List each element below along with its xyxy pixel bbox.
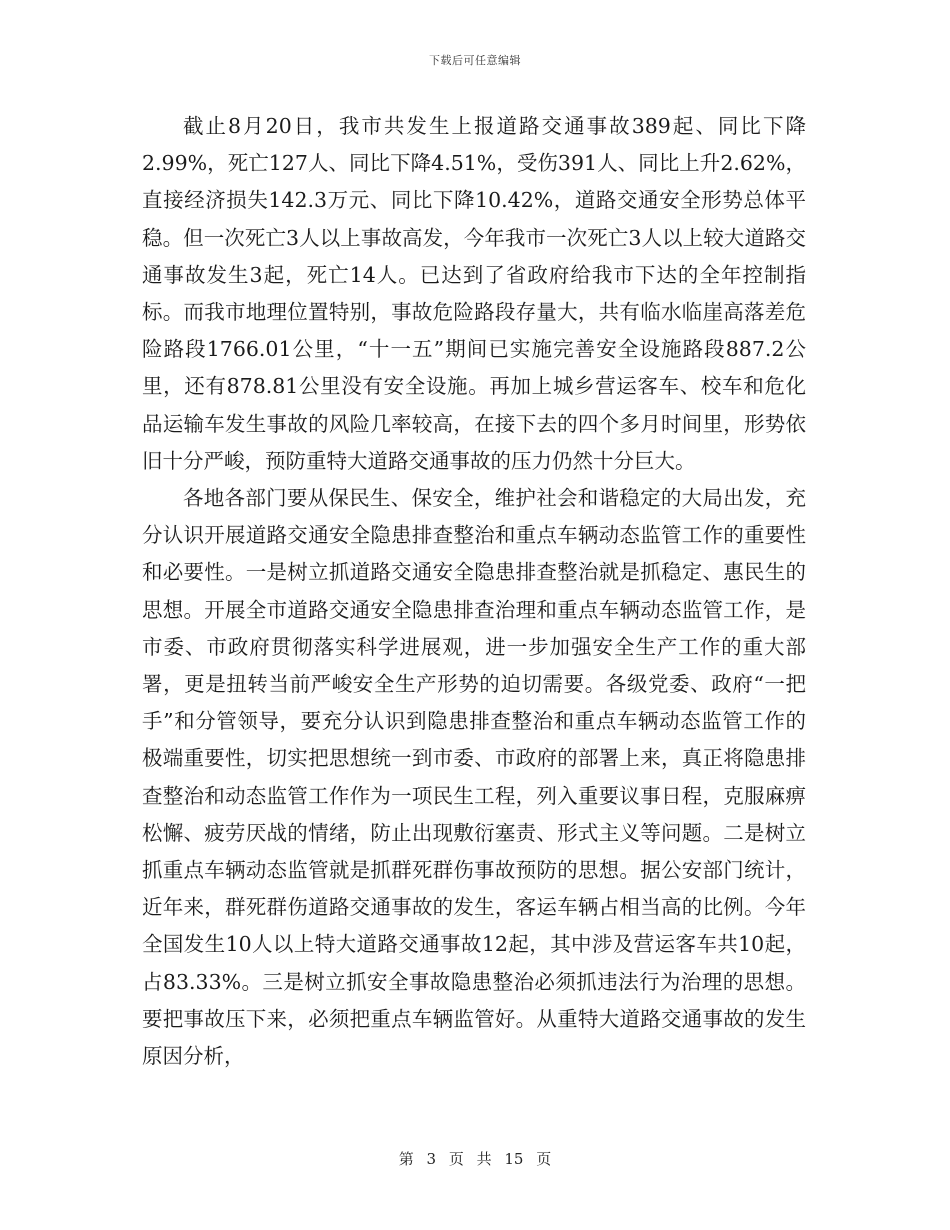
document-body: [142, 108, 806, 1075]
page-header-note: 下载后可任意编辑: [429, 54, 521, 67]
page-number: 第 3 页 共 15 页: [398, 1150, 552, 1168]
paragraph-1: 截止8月20日，我市共发生上报道路交通事故389起、同比下降2.99%，死亡127人、同比下降4.51%，受伤391人、同比上升2.62%，直接经济损失142.3万元、同比下降10.42%，道路交通安全形势总体平稳。但一次死亡3人以上事故高发，今年我市一次死亡3人以上较大道路交通事故发生3起，死亡14人。已达到了省政府给我市下达的全年控制指标。而我市地理位置特别，事故危险路段存量大，共有临水临崖高落差危险路段1766.01公里，“十一五”期间已实施完善安全设施路段887.2公里，还有878.81公里没有安全设施。再加上城乡营运客车、校车和危化品运输车发生事故的风险几率较高，在接下去的四个多月时间里，形势依旧十分严峻，预防重特大道路交通事故的压力仍然十分巨大。: [142, 114, 806, 473]
paragraph-2: 各地各部门要从保民生、保安全，维护社会和谐稳定的大局出发，充分认识开展道路交通安全隐患排查整治和重点车辆动态监管工作的重要性和必要性。一是树立抓道路交通安全隐患排查整治就是抓稳定、惠民生的思想。开展全市道路交通安全隐患排查治理和重点车辆动态监管工作，是市委、市政府贯彻落实科学进展观，进一步加强安全生产工作的重大部署，更是扭转当前严峻安全生产形势的迫切需要。各级党委、政府“一把手”和分管领导，要充分认识到隐患排查整治和重点车辆动态监管工作的极端重要性，切实把思想统一到市委、市政府的部署上来，真正将隐患排查整治和动态监管工作作为一项民生工程，列入重要议事日程，克服麻痹松懈、疲劳厌战的情绪，防止出现敷衍塞责、形式主义等问题。二是树立抓重点车辆动态监管就是抓群死群伤事故预防的思想。据公安部门统计，近年来，群死群伤道路交通事故的发生，客运车辆占相当高的比例。今年全国发生10人以上特大道路交通事故12起，其中涉及营运客车共10起，占83.33%。三是树立抓安全事故隐患整治必须抓违法行为治理的思想。要把事故压下来，必须把重点车辆监管好。从重特大道路交通事故的发生原因分析，: [142, 486, 806, 1069]
